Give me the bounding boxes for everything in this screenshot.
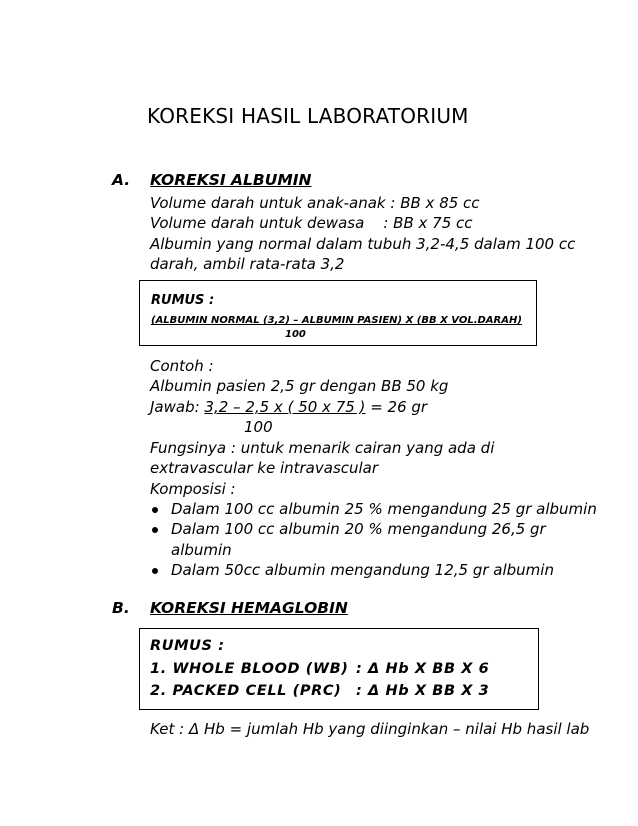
albumin-line-1: Volume darah untuk anak-anak : BB x 85 cc: [150, 194, 480, 212]
whole-blood-name: 1. WHOLE BLOOD (WB): [150, 661, 349, 677]
albumin-line-2: Volume darah untuk dewasa : BB x 75 cc: [150, 214, 473, 232]
section-a-letter: A.: [112, 171, 131, 189]
packed-cell-formula: : Δ Hb X BB X 3: [356, 683, 490, 699]
composition-item-1: Dalam 100 cc albumin 25 % mengandung 25 gr albumin: [171, 500, 597, 518]
hemoglobin-formula-label: RUMUS :: [150, 638, 225, 654]
section-a-heading: KOREKSI ALBUMIN: [150, 171, 312, 189]
hemoglobin-note: Ket : Δ Hb = jumlah Hb yang diinginkan – nilai Hb hasil lab: [150, 720, 590, 738]
section-b-heading: KOREKSI HEMAGLOBIN: [150, 599, 348, 617]
function-line-1: Fungsinya : untuk menarik cairan yang ada di: [150, 439, 495, 457]
example-case: Albumin pasien 2,5 gr dengan BB 50 kg: [150, 377, 449, 395]
example-label: Contoh :: [150, 357, 214, 375]
bullet-icon: [152, 527, 158, 533]
hemoglobin-formula-box: [139, 628, 539, 710]
composition-item-2-cont: albumin: [171, 541, 232, 559]
composition-item-2: Dalam 100 cc albumin 20 % mengandung 26,5 gr: [171, 520, 546, 538]
albumin-line-3: Albumin yang normal dalam tubuh 3,2-4,5 dalam 100 cc: [150, 235, 576, 253]
function-line-2: extravascular ke intravascular: [150, 459, 379, 477]
example-answer-result: = 26 gr: [365, 398, 428, 416]
composition-label: Komposisi :: [150, 480, 236, 498]
composition-item-3: Dalam 50cc albumin mengandung 12,5 gr albumin: [171, 561, 554, 579]
example-answer-numerator: 3,2 – 2,5 x ( 50 x 75 ): [204, 398, 366, 416]
example-answer-divisor: 100: [244, 418, 273, 436]
albumin-formula-label: RUMUS :: [151, 293, 215, 308]
albumin-formula-divisor: 100: [285, 329, 306, 340]
albumin-formula-box: [139, 280, 537, 346]
packed-cell-name: 2. PACKED CELL (PRC): [150, 683, 342, 699]
example-answer-prefix: Jawab:: [150, 398, 205, 416]
section-b-letter: B.: [112, 599, 130, 617]
page-title: KOREKSI HASIL LABORATORIUM: [147, 104, 469, 128]
albumin-formula: (ALBUMIN NORMAL (3,2) – ALBUMIN PASIEN) X (BB X VOL.DARAH): [151, 315, 522, 326]
albumin-line-4: darah, ambil rata-rata 3,2: [150, 255, 345, 273]
example-answer: [150, 398, 427, 416]
bullet-icon: [152, 507, 158, 513]
bullet-icon: [152, 568, 158, 574]
whole-blood-formula: : Δ Hb X BB X 6: [356, 661, 490, 677]
